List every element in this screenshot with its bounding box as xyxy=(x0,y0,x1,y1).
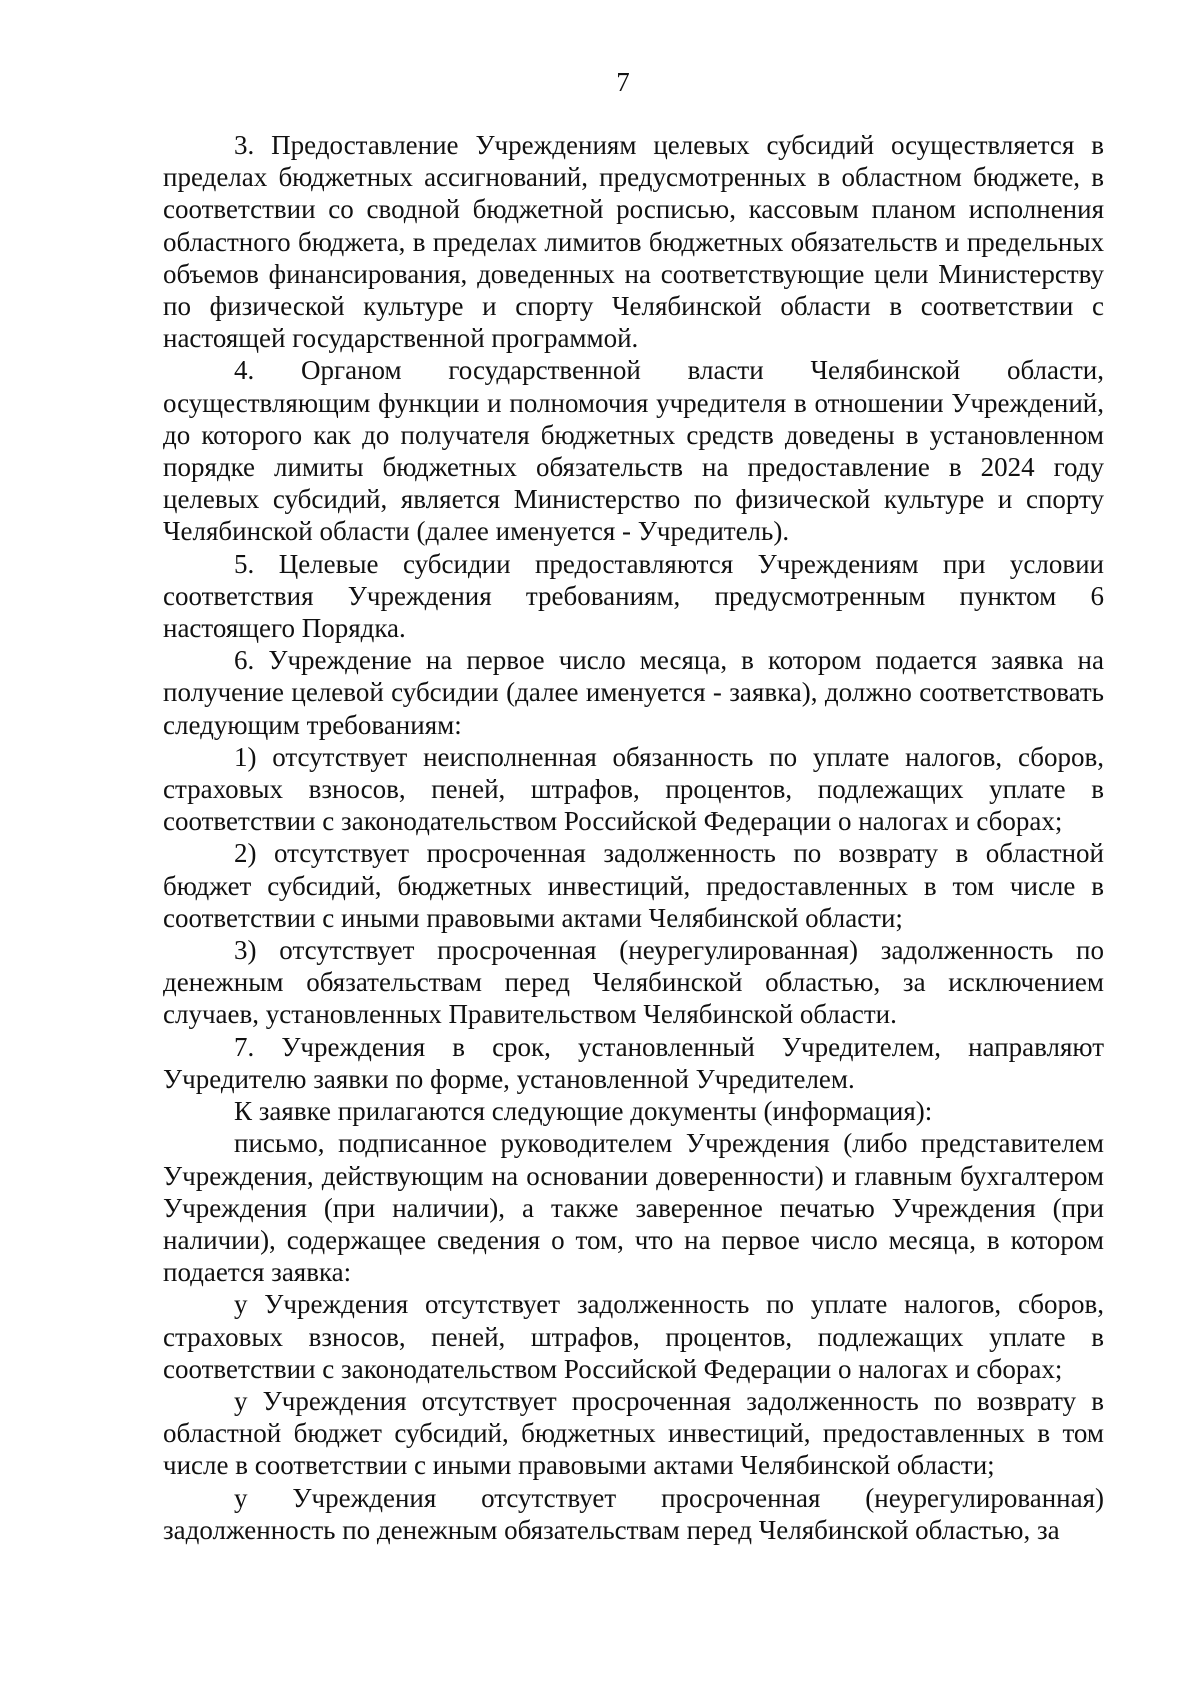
paragraph-7: 7. Учреждения в срок, установленный Учредителем, направляют Учредителю заявки по форме, установленной Учредителем. xyxy=(163,1031,1104,1094)
attachments-intro: К заявке прилагаются следующие документы (информация): xyxy=(234,1096,933,1127)
requirement-2: 2) отсутствует просроченная задолженность по возврату в областной бюджет субсидий, бюджетных инвестиций, предоставленных в том числе в соответствии с иными правовыми актами Челябинской области; xyxy=(163,838,1104,933)
letter-item-2: у Учреждения отсутствует просроченная задолженность по возврату в областной бюджет субсидий, бюджетных инвестиций, предоставленных в том числе в соответствии с иными правовыми актами Челябинской области; xyxy=(163,1385,1104,1481)
paragraph-4: 4. Органом государственной власти Челябинской области, осуществляющим функции и полномочия учредителя в отношении Учреждений, до которого как до получателя бюджетных средств доведены в установленном порядке лимиты бюджетных обязательств на предоставление в 2024 году целевых субсидий, является Министерство по физической культуре и спорту Челябинской области (далее именуется - Учредитель). xyxy=(163,355,1104,547)
requirement-1: 1) отсутствует неисполненная обязанность по уплате налогов, сборов, страховых взносов, пеней, штрафов, процентов, подлежащих уплате в соответствии с законодательством Российской Федерации о налогах и сборах; xyxy=(163,741,1104,837)
letter-item-1: у Учреждения отсутствует задолженность по уплате налогов, сборов, страховых взносов, пеней, штрафов, процентов, подлежащих уплате в соответствии с законодательством Российской Федерации о налогах и сборах; xyxy=(163,1289,1104,1384)
page-number: 7 xyxy=(616,67,630,97)
document-body xyxy=(163,129,1104,1546)
paragraph-6: 6. Учреждение на первое число месяца, в котором подается заявка на получение целевой субсидии (далее именуется - заявка), должно соответствовать следующим требованиям: xyxy=(163,645,1104,740)
paragraph-5: 5. Целевые субсидии предоставляются Учреждениям при условии соответствия Учреждения требованиям, предусмотренным пунктом 6 настоящего Порядка. xyxy=(163,548,1104,644)
paragraph-3: 3. Предоставление Учреждениям целевых субсидий осуществляется в пределах бюджетных ассигнований, предусмотренных в областном бюджете, в соответствии со сводной бюджетной росписью, кассовым планом исполнения областного бюджета, в пределах лимитов бюджетных обязательств и предельных объемов финансирования, доведенных на соответствующие цели Министерству по физической культуре и спорту Челябинской области в соответствии с настоящей государственной программой. xyxy=(163,130,1104,354)
requirement-3: 3) отсутствует просроченная (неурегулированная) задолженность по денежным обязательствам перед Челябинской областью, за исключением случаев, установленных Правительством Челябинской области. xyxy=(163,935,1104,1030)
letter-description: письмо, подписанное руководителем Учреждения (либо представителем Учреждения, действующим на основании доверенности) и главным бухгалтером Учреждения (при наличии), а также заверенное печатью Учреждения (при наличии), содержащее сведения о том, что на первое число месяца, в котором подается заявка: xyxy=(163,1128,1104,1288)
letter-item-3: у Учреждения отсутствует просроченная (неурегулированная) задолженность по денежным обязательствам перед Челябинской областью, за xyxy=(163,1482,1104,1545)
